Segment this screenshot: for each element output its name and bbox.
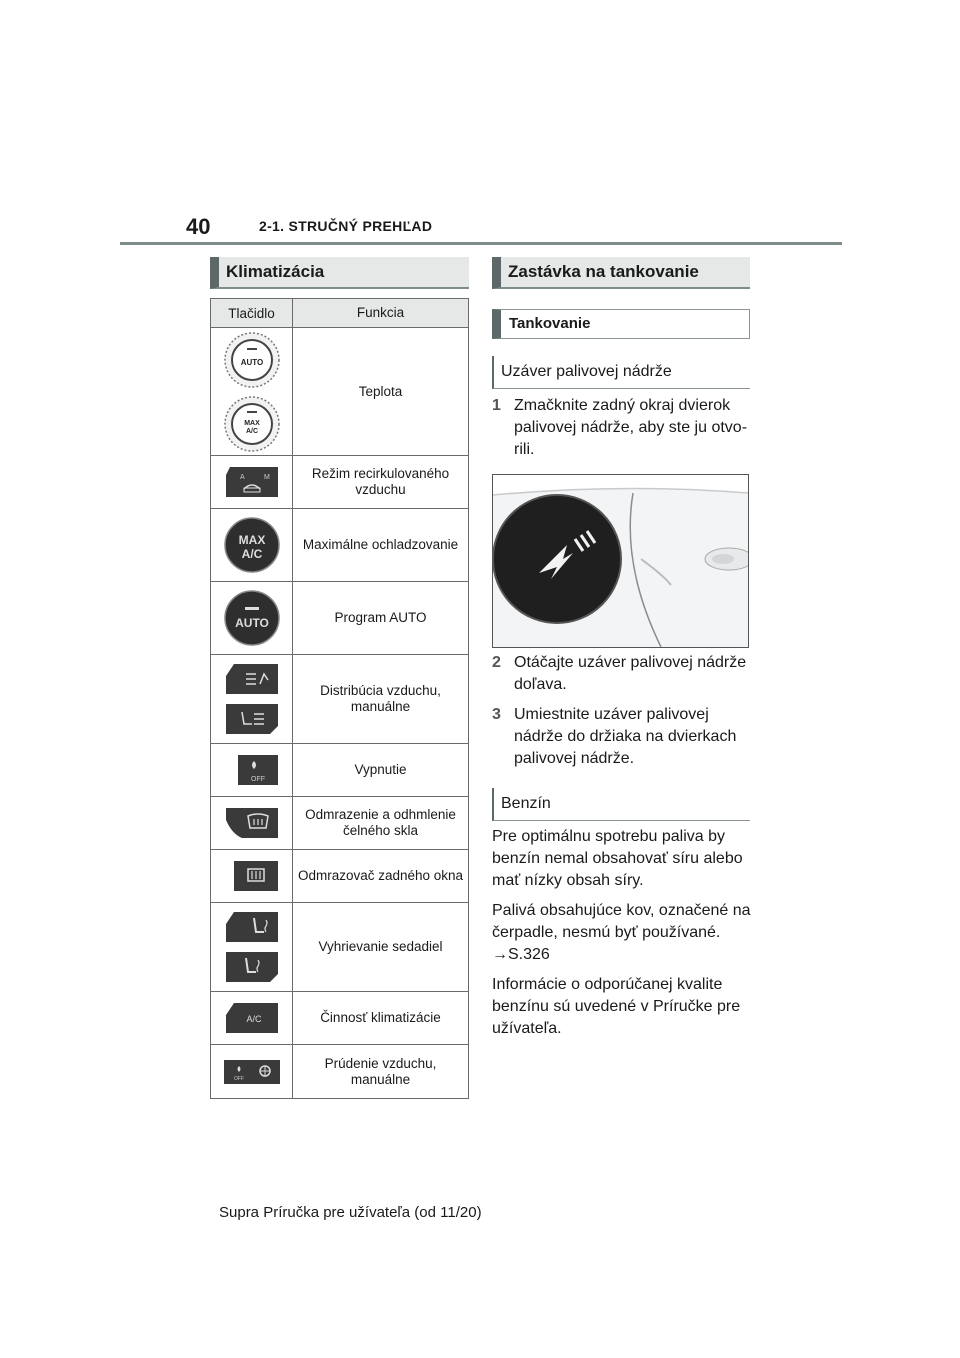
windshield-defrost-button-icon [224, 806, 280, 840]
step-number: 1 [492, 397, 501, 414]
function-cell: Činnosť klimatizácie [320, 1010, 441, 1025]
recirculation-button-icon [224, 465, 280, 499]
button-cell [211, 903, 293, 991]
column-header-button: Tlačidlo [211, 299, 293, 327]
table-row [211, 849, 468, 902]
table-row [211, 796, 468, 849]
seat-heater-upper-icon [224, 910, 280, 944]
step-item [492, 395, 750, 461]
steps-list-bottom [492, 652, 750, 778]
auto-button-label: AUTO [234, 616, 269, 630]
fuel-door-illustration [493, 475, 748, 647]
table-header-row [211, 299, 468, 327]
table-row [211, 991, 468, 1044]
recirc-a-label: A [239, 474, 245, 481]
fuel-paragraphs [492, 826, 754, 1048]
page-number: 40 [186, 214, 211, 239]
function-cell: Program AUTO [334, 610, 427, 625]
ac-button-icon [224, 1001, 280, 1035]
button-cell [211, 328, 293, 455]
paragraph: Pre optimálnu spotrebu paliva by benzín nemal obsahovať síru alebo mať nízky obsah síry. [492, 828, 743, 889]
button-cell [211, 509, 293, 581]
paragraph: Informácie o odporúčanej kvalite benzínu sú uvedené v Príručke pre užívateľa. [492, 976, 741, 1037]
table-row [211, 902, 468, 991]
function-cell: Režim recirkulovaného vzduchu [311, 466, 450, 497]
fan-speed-button-icon [223, 1058, 281, 1086]
button-cell [211, 850, 293, 902]
ac-button-label: A/C [241, 547, 262, 561]
header-rule [120, 242, 842, 245]
air-distribution-upper-icon [224, 662, 280, 696]
table-row [211, 581, 468, 654]
max-button-label: MAX [238, 533, 265, 547]
refueling-subheading: Tankovanie [492, 309, 750, 339]
fuel-door-photo [492, 474, 749, 648]
button-cell [211, 992, 293, 1044]
max-ac-knob-icon [223, 395, 281, 453]
fuel-heading: Benzín [492, 788, 750, 821]
auto-knob-label: AUTO [240, 357, 263, 367]
air-distribution-lower-icon [224, 702, 280, 736]
footer-text: Supra Príručka pre užívateľa (od 11/20) [219, 1204, 482, 1221]
recirc-m-label: M [263, 474, 270, 481]
function-cell: Teplota [358, 383, 403, 399]
off-label: OFF [250, 776, 265, 783]
button-cell [211, 1045, 293, 1098]
step-text: Umiestnite uzáver palivovej nádrže do držiaka na dvierkach palivovej nádrže. [514, 706, 737, 767]
button-cell [211, 456, 293, 508]
steps-list-top [492, 395, 750, 469]
paragraph: Palivá obsahujúce kov, označené na čerpadle, nesmú byť používané. →S.326 [492, 902, 751, 963]
column-header-function: Funkcia [356, 305, 405, 320]
button-cell [211, 744, 293, 796]
climate-button-table [210, 298, 469, 1099]
table-row [211, 743, 468, 796]
function-cell: Odmrazenie a odhmlenie čelného skla [305, 807, 456, 838]
auto-knob-icon [223, 331, 281, 389]
max-knob-label: MAX [243, 419, 260, 427]
section-title: 2-1. STRUČNÝ PREHĽAD [259, 218, 433, 234]
function-cell: Odmrazovač zadného okna [297, 868, 464, 883]
step-text: Otáčajte uzáver palivovej nádrže doľava. [514, 654, 747, 693]
table-row [211, 1044, 468, 1098]
step-number: 3 [492, 706, 501, 723]
button-cell [211, 582, 293, 654]
max-ac-button-icon [223, 516, 281, 574]
function-cell: Maximálne ochladzovanie [302, 537, 459, 552]
ac-knob-label: A/C [245, 427, 258, 435]
button-cell [211, 655, 293, 743]
auto-button-icon [223, 589, 281, 647]
function-cell: Prúdenie vzduchu, manuálne [324, 1055, 437, 1087]
step-item [492, 704, 750, 770]
seat-heater-lower-icon [224, 950, 280, 984]
table-row [211, 654, 468, 743]
fan-off-small-label: OFF [233, 1075, 244, 1082]
function-cell: Vypnutie [354, 762, 407, 777]
step-item [492, 652, 750, 696]
function-cell: Vyhrievanie sedadiel [318, 939, 443, 954]
table-row [211, 327, 468, 455]
fan-off-button-icon [224, 753, 280, 787]
step-number: 2 [492, 654, 501, 671]
button-cell [211, 797, 293, 849]
fuel-cap-heading: Uzáver palivovej nádrže [492, 356, 750, 389]
function-cell: Distribúcia vzduchu, manuálne [320, 683, 441, 714]
table-row [211, 455, 468, 508]
table-row [211, 508, 468, 581]
climate-heading: Klimatizácia [210, 257, 469, 289]
refueling-heading: Zastávka na tankovanie [492, 257, 750, 289]
rear-defrost-button-icon [224, 859, 280, 893]
ac-small-label: A/C [245, 1014, 262, 1024]
step-text: Zmačknite zadný okraj dvierok palivovej nádrže, aby ste ju otvo-rili. [514, 397, 748, 458]
